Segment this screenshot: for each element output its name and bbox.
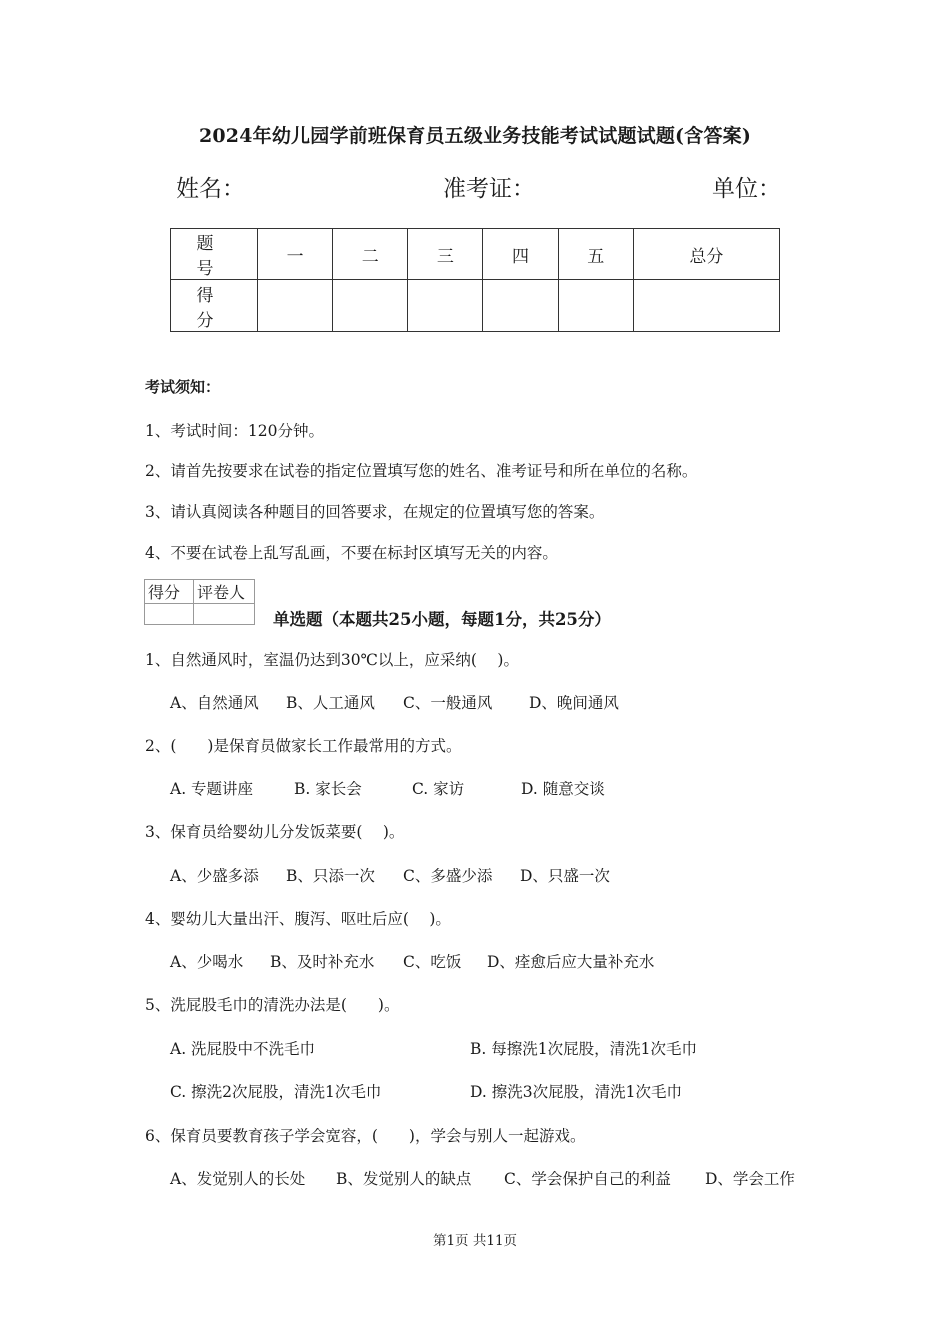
question-option[interactable]: D. 擦洗3次屁股，清洗1次毛巾	[470, 1083, 682, 1101]
question-option[interactable]: C、吃饭	[403, 953, 462, 971]
section-title: 单选题（本题共25小题，每题1分，共25分）	[273, 610, 611, 629]
question-option[interactable]: D、学会工作	[705, 1170, 795, 1188]
notice-item: 3、请认真阅读各种题目的回答要求，在规定的位置填写您的答案。	[145, 503, 605, 521]
question-option[interactable]: A. 专题讲座	[170, 780, 254, 798]
page-footer: 第1页 共11页	[432, 1233, 518, 1249]
question-option[interactable]: B、只添一次	[286, 867, 375, 885]
score-cell[interactable]	[258, 280, 333, 332]
column-header: 一	[258, 229, 333, 280]
question-option[interactable]: A. 洗屁股中不洗毛巾	[170, 1040, 316, 1058]
score-table	[170, 228, 780, 332]
exam-title: 2024年幼儿园学前班保育员五级业务技能考试试题试题(含答案)	[198, 125, 752, 147]
name-label: 姓名：	[176, 176, 245, 202]
question-option[interactable]: A、少喝水	[170, 953, 244, 971]
question-stem: 3、保育员给婴幼儿分发饭菜要( )。	[145, 823, 405, 841]
question-stem: 5、洗屁股毛巾的清洗办法是( )。	[145, 996, 400, 1014]
question-option[interactable]: D. 随意交谈	[521, 780, 605, 798]
column-header: 四	[483, 229, 558, 280]
score-table-score-row	[171, 280, 780, 332]
score-cell[interactable]	[483, 280, 558, 332]
exam-id-label: 准考证：	[443, 176, 535, 202]
grader-score-cell[interactable]	[145, 604, 194, 625]
question-option[interactable]: D、晚间通风	[529, 694, 619, 712]
notice-item: 2、请首先按要求在试卷的指定位置填写您的姓名、准考证号和所在单位的名称。	[145, 462, 698, 480]
score-cell[interactable]	[408, 280, 483, 332]
notice-item: 4、不要在试卷上乱写乱画，不要在标封区填写无关的内容。	[145, 544, 558, 562]
unit-label: 单位：	[712, 176, 781, 202]
question-stem: 4、婴幼儿大量出汗、腹泻、呕吐后应( )。	[145, 910, 451, 928]
question-option[interactable]: B. 家长会	[294, 780, 362, 798]
question-option[interactable]: C. 家访	[412, 780, 465, 798]
question-option[interactable]: B、发觉别人的缺点	[336, 1170, 472, 1188]
question-stem: 1、自然通风时，室温仍达到30℃以上，应采纳( )。	[145, 651, 519, 669]
column-header: 二	[333, 229, 408, 280]
question-option[interactable]: B. 每擦洗1次屁股，清洗1次毛巾	[470, 1040, 697, 1058]
score-cell[interactable]	[633, 280, 779, 332]
question-option[interactable]: C、一般通风	[403, 694, 493, 712]
notice-heading: 考试须知：	[145, 378, 221, 396]
column-header: 总分	[633, 229, 779, 280]
grader-box	[144, 579, 255, 625]
question-option[interactable]: A、发觉别人的长处	[170, 1170, 306, 1188]
question-option[interactable]: C、多盛少添	[403, 867, 493, 885]
question-option[interactable]: D、痊愈后应大量补充水	[487, 953, 655, 971]
notice-item: 1、考试时间：120分钟。	[145, 422, 324, 440]
question-number-label: 题 号	[171, 229, 258, 280]
grader-reviewer-label: 评卷人	[194, 580, 255, 604]
score-table-header-row	[171, 229, 780, 280]
question-option[interactable]: D、只盛一次	[520, 867, 610, 885]
column-header: 五	[558, 229, 633, 280]
question-stem: 2、( )是保育员做家长工作最常用的方式。	[145, 737, 462, 755]
question-option[interactable]: B、及时补充水	[270, 953, 375, 971]
question-option[interactable]: A、自然通风	[170, 694, 259, 712]
grader-reviewer-cell[interactable]	[194, 604, 255, 625]
score-label: 得 分	[171, 280, 258, 332]
score-cell[interactable]	[333, 280, 408, 332]
question-option[interactable]: C. 擦洗2次屁股，清洗1次毛巾	[170, 1083, 382, 1101]
question-option[interactable]: B、人工通风	[286, 694, 375, 712]
grader-score-label: 得分	[145, 580, 194, 604]
question-option[interactable]: A、少盛多添	[170, 867, 259, 885]
question-option[interactable]: C、学会保护自己的利益	[504, 1170, 671, 1188]
question-stem: 6、保育员要教育孩子学会宽容，( )，学会与别人一起游戏。	[145, 1127, 586, 1145]
column-header: 三	[408, 229, 483, 280]
score-cell[interactable]	[558, 280, 633, 332]
